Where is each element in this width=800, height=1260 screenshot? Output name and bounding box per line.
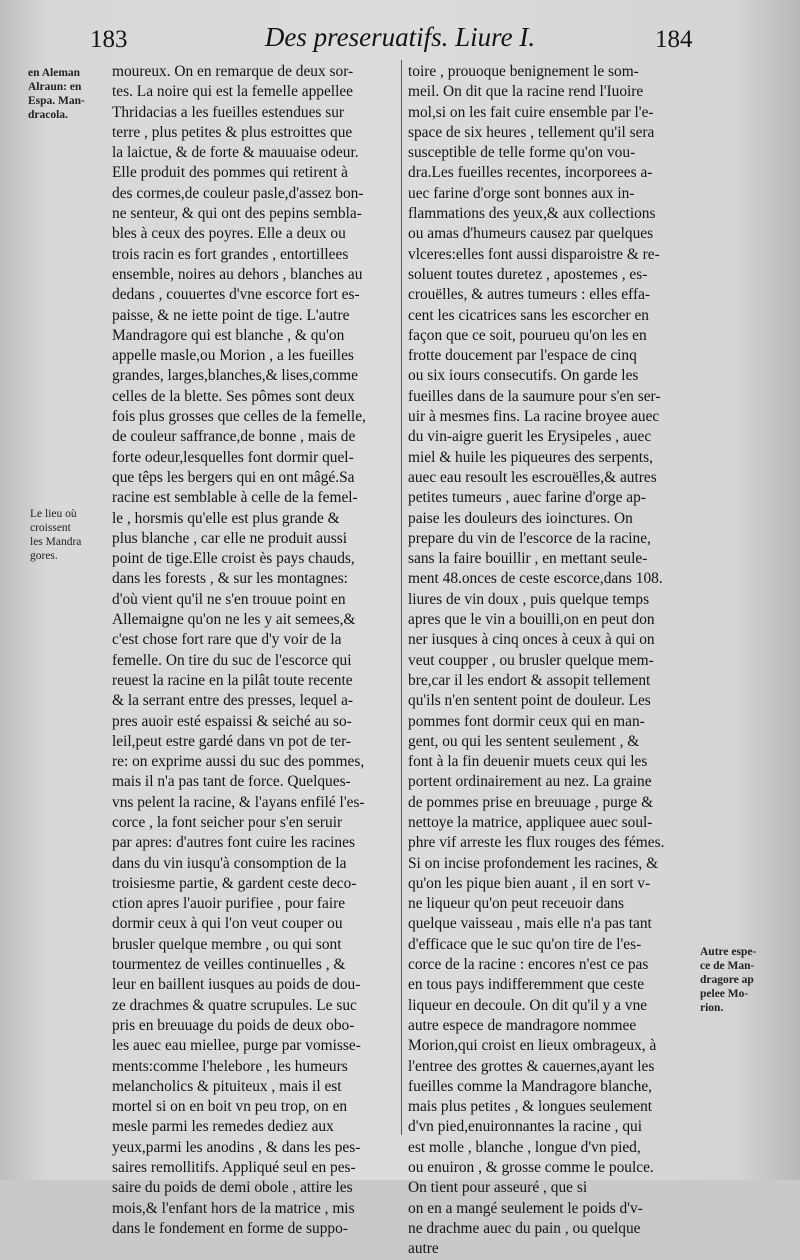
- text-line: fueilles dans de la saumure pour s'en ser-: [408, 387, 661, 405]
- text-line: veut coupper , ou brusler quelque mem-: [408, 651, 654, 669]
- text-line: est molle , blanche , longue d'vn pied,: [408, 1138, 641, 1156]
- text-line: qu'on les pique bien auant , il en sort v-: [408, 874, 651, 892]
- text-line: Elle produit des pommes qui retirent à: [112, 164, 348, 182]
- text-line: ze drachmes & quatre scrupules. Le suc: [112, 996, 357, 1014]
- margin-note-aleman: [28, 66, 108, 122]
- text-line: ction apres l'auoir purifiee , pour faire: [112, 895, 346, 913]
- text-line: mois,& l'enfant hors de la matrice , mis: [112, 1199, 355, 1217]
- text-line: que têps les bergers qui en ont mâgé.Sa: [112, 468, 355, 486]
- margin-note-line: ce de Man-: [700, 960, 755, 972]
- text-line: ou amas d'humeurs causez par quelques: [408, 225, 654, 243]
- text-line: des cormes,de couleur pasle,d'assez bon-: [112, 184, 364, 202]
- text-line: auec eau resoult les escrouëlles,& autres: [408, 468, 657, 486]
- text-line: dans le fondement en forme de suppo-: [112, 1219, 348, 1237]
- column-divider: [401, 60, 402, 1135]
- text-line: reuest la racine en la pilât toute recente: [112, 671, 353, 689]
- right-text-column: [408, 62, 696, 1260]
- margin-note-line: gores.: [30, 550, 58, 562]
- text-line: uec farine d'orge sont bonnes aux in-: [408, 184, 635, 202]
- text-line: re: on exprime aussi du suc des pommes,: [112, 753, 365, 771]
- text-line: saire du poids de demi obole , attire les: [112, 1179, 353, 1197]
- text-line: grandes, larges,blanches,& lises,comme: [112, 367, 358, 385]
- text-line: sans la faire bouillir , en mettant seule-: [408, 550, 648, 568]
- text-line: racine est semblable à celle de la femel-: [112, 489, 358, 507]
- text-line: mol,si on les fait cuire ensemble par l'e-: [408, 103, 654, 121]
- text-line: crouëlles, & autres tumeurs : elles effa-: [408, 286, 651, 304]
- text-line: uir à mesmes fins. La racine broyee auec: [408, 408, 660, 426]
- text-line: mesle parmi les remedes dediez aux: [112, 1118, 334, 1136]
- margin-note-line: croissent: [30, 522, 71, 534]
- text-line: Allemaigne qu'on ne les y ait semees,&: [112, 611, 356, 629]
- text-line: femelle. On tire du suc de l'escorce qui: [112, 651, 352, 669]
- text-line: melancholics & pituiteux , mais il est: [112, 1077, 342, 1095]
- text-line: point de tige.Elle croist ès pays chauds,: [112, 550, 355, 568]
- text-line: liqueur en decoule. On dit qu'il y a vne: [408, 996, 648, 1014]
- text-line: terre , plus petites & plus estroittes que: [112, 123, 353, 141]
- text-line: tes. La noire qui est la femelle appellee: [112, 83, 354, 101]
- text-line: dormir ceux à qui l'on veut couper ou: [112, 915, 343, 933]
- text-line: pommes font dormir ceux qui en man-: [408, 712, 645, 730]
- right-page-number: 184: [655, 26, 693, 53]
- text-line: phre vif arreste les flux rouges des fémes.: [408, 834, 665, 852]
- text-line: gent, ou qui les sentent seulement , &: [408, 732, 640, 750]
- text-line: moureux. On en remarque de deux sor-: [112, 63, 354, 80]
- text-line: miel & huile les piqueures des serpents,: [408, 448, 653, 466]
- text-line: flammations des yeux,& aux collections: [408, 205, 656, 223]
- text-line: meil. On dit que la racine rend l'Iuoire: [408, 83, 644, 101]
- text-line: plus blanche , car elle ne produit aussi: [112, 529, 348, 547]
- text-line: corce , la font seicher pour s'en seruir: [112, 813, 343, 831]
- text-line: fois plus grosses que celles de la femelle,: [112, 408, 366, 426]
- text-line: trois racin es fort grandes , entortillees: [112, 245, 349, 263]
- text-line: leil,peut estre gardé dans vn pot de ter-: [112, 732, 352, 750]
- text-line: d'efficace que le suc qu'on tire de l'es-: [408, 935, 642, 953]
- text-line: yeux,parmi les anodins , & dans les pes-: [112, 1138, 361, 1156]
- text-line: ne senteur, & qui ont des pepins sembla-: [112, 205, 362, 223]
- text-line: troisiesme partie, & gardent ceste deco-: [112, 874, 357, 892]
- text-line: frotte doucement par l'espace de cinq: [408, 347, 637, 365]
- text-line: Morion,qui croist en lieux ombrageux, à: [408, 1037, 657, 1055]
- text-line: qu'ils n'en sentent point de douleur. Les: [408, 692, 651, 710]
- margin-note-line: Alraun: en: [28, 81, 82, 93]
- text-line: pres auoir esté espaissi & seiché au so-: [112, 712, 352, 730]
- text-line: d'vn pied,enuironnantes la racine , qui: [408, 1118, 642, 1136]
- margin-note-line: Autre espe-: [700, 946, 757, 958]
- text-line: soluent toutes duretez , apostemes , es-: [408, 265, 648, 283]
- text-line: fueilles comme la Mandragore blanche,: [408, 1077, 653, 1095]
- text-line: leur en baillent iusques au poids de dou-: [112, 976, 361, 994]
- text-line: & la serrant entre des presses, lequel a-: [112, 692, 354, 710]
- margin-note-line: dracola.: [28, 109, 68, 121]
- text-line: de pommes prise en breuuage , purge &: [408, 793, 654, 811]
- text-line: ments:comme l'helebore , les humeurs: [112, 1057, 348, 1075]
- text-line: tourmentez de veilles continuelles , &: [112, 956, 346, 974]
- text-line: font à la fin deuenir muets ceux qui les: [408, 753, 648, 771]
- text-line: façon que ce soit, pourueu qu'on les en: [408, 326, 647, 344]
- text-line: par apres: d'autres font cuire les racines: [112, 834, 355, 852]
- text-line: Thridacias a les fueilles estendues sur: [112, 103, 345, 121]
- text-line: c'est chose fort rare que d'y voir de la: [112, 631, 342, 649]
- text-line: bles à ceux des poyres. Elle a deux ou: [112, 225, 346, 243]
- text-line: dans du vin iusqu'à consomption de la: [112, 854, 347, 872]
- text-line: corce de la racine : encores n'est ce pas: [408, 956, 649, 974]
- text-line: Si on incise profondement les racines, &: [408, 854, 659, 872]
- text-line: le , horsmis qu'elle est plus grande &: [112, 509, 340, 527]
- text-line: mais plus petites , & longues seulement: [408, 1098, 653, 1116]
- page-header: [0, 22, 800, 62]
- text-line: apres que le vin a bouilli,on en peut don: [408, 611, 655, 629]
- margin-note-line: rion.: [700, 1002, 724, 1014]
- text-line: autre espece de mandragore nommee: [408, 1016, 637, 1034]
- text-line: mortel si on en boit vn peu trop, on en: [112, 1098, 348, 1116]
- text-line: vns pelent la racine, & l'ayans enfilé l'es-: [112, 793, 365, 811]
- text-line: brusler quelque membre , ou qui sont: [112, 935, 342, 953]
- text-line: forte odeur,lesquelles font dormir quel-: [112, 448, 354, 466]
- text-line: celles de la blette. Ses pômes sont deux: [112, 387, 355, 405]
- margin-note-line: en Aleman: [28, 67, 81, 79]
- text-line: on en a mangé seulement le poids d'v-: [408, 1199, 643, 1217]
- text-line: ou six iours consecutifs. On garde les: [408, 367, 639, 385]
- margin-note-lieu: [30, 507, 110, 563]
- text-line: dedans , couuertes d'vne escorce fort es-: [112, 286, 360, 304]
- margin-note-line: Le lieu où: [30, 508, 77, 520]
- text-line: nettoye la matrice, appliquee auec soul-: [408, 813, 653, 831]
- left-text-column: [112, 62, 396, 1239]
- text-line: dra.Les fueilles recentes, incorporees a-: [408, 164, 653, 182]
- margin-note-line: pelee Mo-: [700, 988, 749, 1000]
- text-line: autre: [408, 1240, 439, 1258]
- text-line: la laictue, & de forte & mauuaise odeur.: [112, 144, 359, 162]
- text-line: bre,car il les endort & assopit tellement: [408, 671, 651, 689]
- text-line: ensemble, noires au dehors , blanches au: [112, 265, 363, 283]
- text-line: les auec eau miellee, purge par vomisse-: [112, 1037, 361, 1055]
- text-line: space de six heures , tellement qu'il sera: [408, 123, 655, 141]
- text-line: liures de vin doux , puis quelque temps: [408, 590, 650, 608]
- text-line: appelle masle,ou Morion , a les fueilles: [112, 347, 354, 365]
- text-line: dans les forests , & sur les montagnes:: [112, 570, 348, 588]
- text-line: saires remollitifs. Appliqué seul en pes-: [112, 1159, 356, 1177]
- text-line: Mandragore qui est blanche , & qu'on: [112, 326, 345, 344]
- margin-note-line: les Mandra: [30, 536, 82, 548]
- text-line: de couleur saffrance,de bonne , mais de: [112, 428, 356, 446]
- left-page-number: 183: [90, 26, 128, 53]
- text-line: du vin-aigre guerit les Erysipeles , auec: [408, 428, 652, 446]
- text-line: ne drachme auec du pain , ou quelque: [408, 1219, 641, 1237]
- running-title: Des preseruatifs. Liure I.: [264, 22, 536, 52]
- text-line: ou enuiron , & grosse comme le poulce.: [408, 1159, 654, 1177]
- text-line: pris en breuuage du poids de deux obo-: [112, 1016, 355, 1034]
- text-line: ner iusques à cinq onces à ceux à qui on: [408, 631, 655, 649]
- text-line: cent les cicatrices sans les escorcher en: [408, 306, 649, 324]
- text-line: ment 48.onces de ceste escorce,dans 108.: [408, 570, 663, 588]
- text-line: prepare du vin de l'escorce de la racine,: [408, 529, 651, 547]
- text-line: en tous pays indifferemment que ceste: [408, 976, 645, 994]
- text-line: petites tumeurs , auec farine d'orge ap-: [408, 489, 646, 507]
- text-line: ne liqueur qu'on peut receuoir dans: [408, 895, 625, 913]
- text-line: portent ordinairement au nez. La graine: [408, 773, 652, 791]
- text-line: quelque vaisseau , mais elle n'a pas tant: [408, 915, 652, 933]
- text-line: mais il n'a pas tant de force. Quelques-: [112, 773, 351, 791]
- text-line: toire , prouoque benignement le som-: [408, 63, 639, 80]
- margin-note-line: dragore ap: [700, 974, 754, 986]
- text-line: paise les douleurs des ioinctures. On: [408, 509, 633, 527]
- text-line: l'entree des grottes & cauernes,ayant les: [408, 1057, 655, 1075]
- margin-note-line: Espa. Man-: [28, 95, 85, 107]
- text-line: On tient pour asseuré , que si: [408, 1179, 588, 1197]
- margin-note-espece: [700, 945, 798, 1015]
- text-line: paisse, & ne iette point de tige. L'autre: [112, 306, 350, 324]
- text-line: susceptible de telle forme qu'on vou-: [408, 144, 636, 162]
- text-line: vlceres:elles font aussi disparoistre & re-: [408, 245, 660, 263]
- text-line: d'où vient qu'il ne s'en trouue point en: [112, 590, 346, 608]
